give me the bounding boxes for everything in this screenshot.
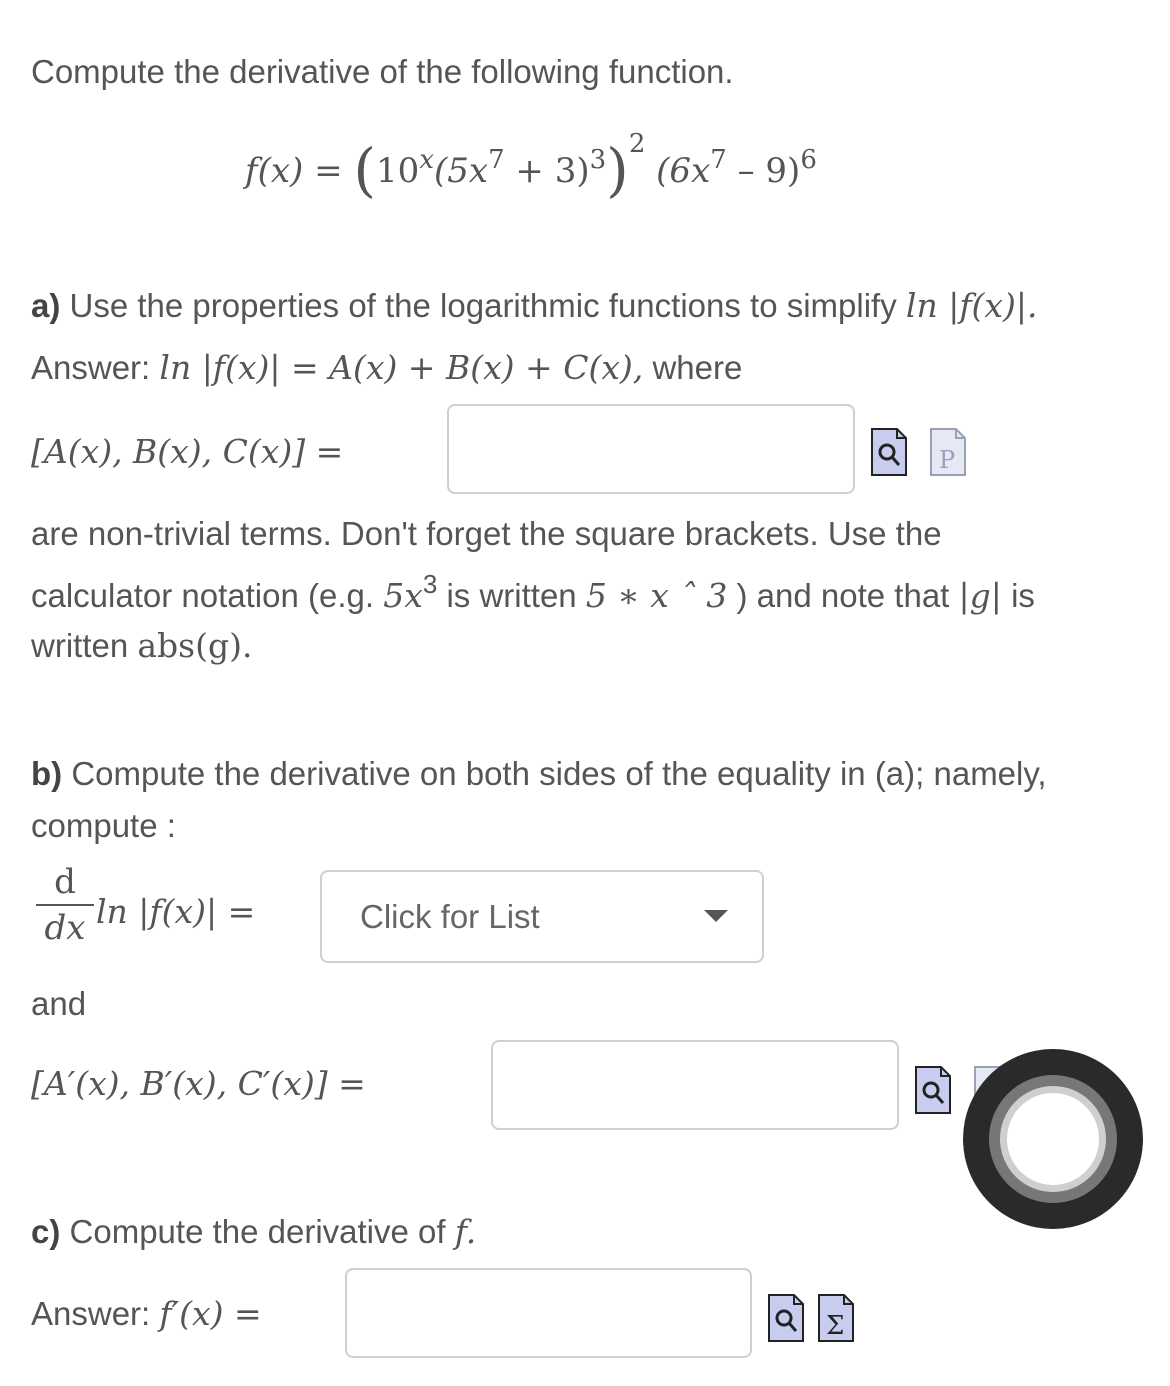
note3-pre: written <box>31 627 129 664</box>
deriv-den: dx <box>44 908 86 948</box>
part-a-answer-suffix: where <box>652 349 743 386</box>
function-inner2-exp: 7 <box>710 145 727 175</box>
note2-mid: is written <box>446 577 577 614</box>
part-a-answer-expr: ln |f(x)| = A(x) + B(x) + C(x), <box>159 348 644 387</box>
part-b-label: b) <box>31 755 63 792</box>
derivative-fraction <box>36 862 94 948</box>
note2-abs: |g| <box>958 576 1002 615</box>
part-c-expr: f. <box>454 1212 477 1251</box>
part-c-label: c) <box>31 1213 61 1250</box>
function-inner2-pow: 6 <box>800 145 817 175</box>
svg-text:P: P <box>939 446 956 474</box>
part-a-expr: ln |f(x)|. <box>905 286 1038 325</box>
dropdown-label: Click for List <box>360 898 540 935</box>
part-c-text: Compute the derivative of <box>69 1213 446 1250</box>
part-b-bracket-label: [A′(x), B′(x), C′(x)] = <box>31 1064 366 1103</box>
part-a-answer <box>31 348 742 388</box>
part-a-question <box>31 286 1038 326</box>
sigma-doc-icon[interactable] <box>818 1294 854 1342</box>
p-doc-icon[interactable] <box>930 428 966 476</box>
part-c-answer-input[interactable] <box>345 1268 752 1358</box>
function-inner1-pow: 3 <box>589 145 607 175</box>
function-inner2-rest: – 9) <box>737 151 801 191</box>
note3-expr: abs(g). <box>137 626 253 665</box>
click-for-list-dropdown[interactable] <box>320 870 764 963</box>
note2-calc: 5 ∗ x ˆ 3 <box>585 576 728 615</box>
circle-button-icon[interactable] <box>962 1048 1144 1230</box>
function-inner2: (6x <box>656 151 711 191</box>
note2-expr: 5x <box>383 576 423 615</box>
part-c-answer <box>31 1294 262 1334</box>
part-a-bracket-label: [A(x), B(x), C(x)] = <box>31 432 344 471</box>
part-a-answer-input[interactable] <box>447 404 855 494</box>
note2-pre: calculator notation (e.g. <box>31 577 375 614</box>
part-a-note-line2 <box>31 569 1035 616</box>
preview-icon[interactable] <box>871 428 907 476</box>
svg-text:Σ: Σ <box>826 1311 845 1341</box>
function-inner1: (5x <box>433 151 489 191</box>
preview-icon[interactable] <box>915 1066 951 1114</box>
part-a-note-line3 <box>31 626 252 666</box>
part-b-text2: compute : <box>31 807 176 844</box>
and-text: and <box>31 985 87 1022</box>
part-b-question <box>31 754 1047 794</box>
part-a-label: a) <box>31 287 61 324</box>
function-inner1-exp: 7 <box>488 145 505 175</box>
function-lhs: f(x) = <box>245 151 343 191</box>
part-a-answer-prefix: Answer: <box>31 349 151 386</box>
part-c-answer-expr: f′(x) = <box>159 1294 262 1333</box>
preview-icon[interactable] <box>768 1294 804 1342</box>
function-formula: $f(x) = (10^x(5x^7 + 3)^3)^2$ $(6x^7 - 9)^6$ <box>245 129 817 204</box>
deriv-num: d <box>54 862 76 902</box>
part-b-text1: Compute the derivative on both sides of the equality in (a); namely, <box>71 755 1047 792</box>
function-inner1-rest: + 3) <box>515 151 590 191</box>
chevron-down-icon <box>704 910 728 922</box>
note2-post: ) and note that <box>736 577 950 614</box>
function-outer-pow: 2 <box>628 129 646 159</box>
part-a-text: Use the properties of the logarithmic functions to simplify <box>69 287 897 324</box>
part-b-answer-input[interactable] <box>491 1040 899 1130</box>
intro-text: Compute the derivative of the following function. <box>31 53 734 90</box>
part-a-note-line1: are non-trivial terms. Don't forget the square brackets. Use the <box>31 515 942 552</box>
part-c-answer-prefix: Answer: <box>31 1295 151 1332</box>
note2-expr-exp: 3 <box>422 569 438 599</box>
function-base-exp: x <box>419 145 434 175</box>
part-c-question <box>31 1212 476 1252</box>
function-base: 10 <box>376 151 420 191</box>
note2-end: is <box>1011 577 1035 614</box>
deriv-expr: ln |f(x)| = <box>96 892 256 931</box>
